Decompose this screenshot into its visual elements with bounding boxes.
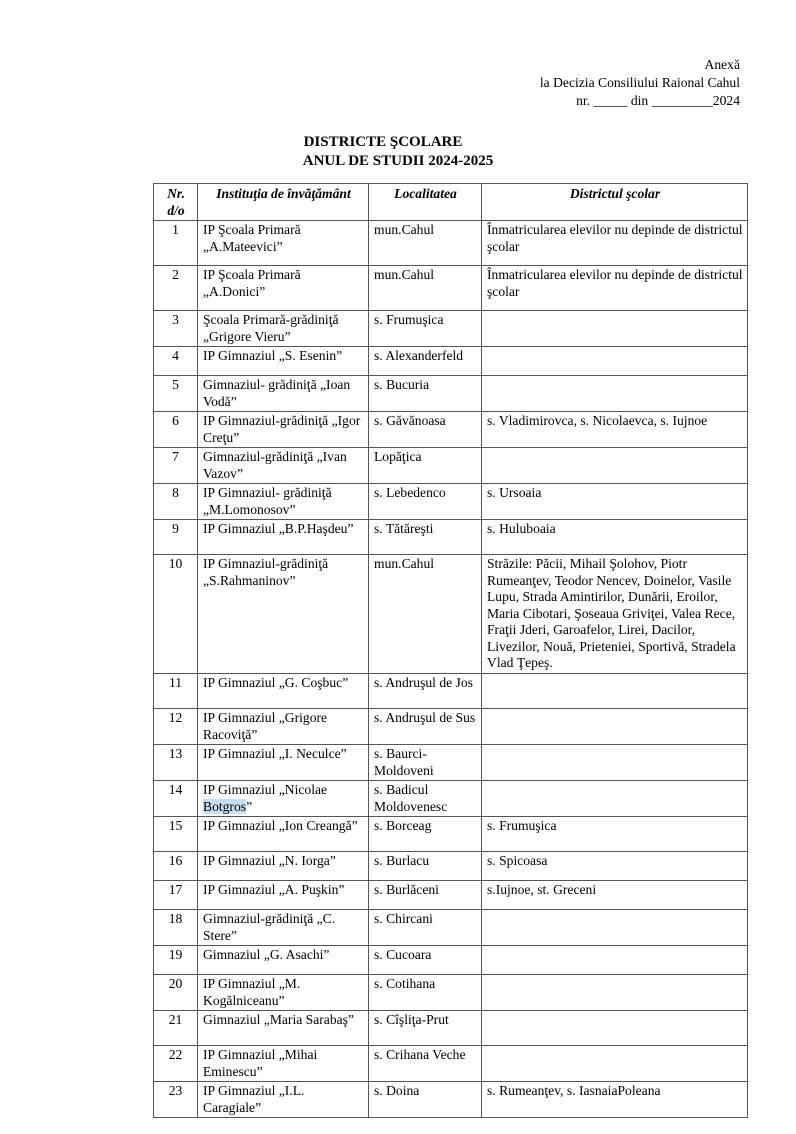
institution-cell: IP Gimnaziul „Mihai Eminescu” (198, 1046, 369, 1082)
district-cell (482, 376, 748, 412)
institution-cell: IP Gimnaziul- grădiniţă „M.Lomonosov” (198, 484, 369, 520)
district-cell (482, 975, 748, 1011)
table-row (154, 910, 748, 946)
locality-cell: Lopăţica (369, 448, 482, 484)
institution-text-end: ” (246, 798, 253, 814)
row-number: 17 (154, 881, 198, 910)
district-cell: s.Iujnoe, st. Greceni (482, 881, 748, 910)
locality-cell: s. Cotihana (369, 975, 482, 1011)
row-number: 16 (154, 852, 198, 881)
row-number: 19 (154, 946, 198, 975)
institution-cell: Gimnaziul-grădiniţă „Ivan Vazov” (198, 448, 369, 484)
row-number: 13 (154, 745, 198, 781)
locality-cell: s. Badicul Moldovenesc (369, 781, 482, 817)
row-number: 5 (154, 376, 198, 412)
locality-cell: s. Baurci-Moldoveni (369, 745, 482, 781)
table-row (154, 852, 748, 881)
locality-cell: s. Găvănoasa (369, 412, 482, 448)
table-row (154, 709, 748, 745)
row-number: 18 (154, 910, 198, 946)
row-number: 7 (154, 448, 198, 484)
table-row (154, 1011, 748, 1046)
locality-cell: s. Frumuşica (369, 311, 482, 347)
district-cell (482, 347, 748, 376)
locality-cell: mun.Cahul (369, 266, 482, 311)
locality-cell: s. Tătăreşti (369, 520, 482, 555)
district-cell: Înmatricularea elevilor nu depinde de districtul şcolar (482, 221, 748, 266)
table-row (154, 674, 748, 709)
row-number: 20 (154, 975, 198, 1011)
col-header-nr: Nr. d/o (154, 184, 198, 221)
district-cell: Străzile: Păcii, Mihail Şolohov, Piotr Rumeanţev, Teodor Nencev, Doinelor, Vasile Lupu, Strada Amintirilor, Dunării, Eroilor, Maria Cibotari, Şoseaua Griviţei, Valea Rece, Fraţii Jderi, Garoafelor, Lirei, Dacilor, Livezilor, Nouă, Prieteniei, Sportivă, Stradela Vlad Ţepeş. (482, 555, 748, 674)
district-cell (482, 781, 748, 817)
row-number: 2 (154, 266, 198, 311)
district-cell: Înmatricularea elevilor nu depinde de districtul şcolar (482, 266, 748, 311)
locality-cell: s. Burlăceni (369, 881, 482, 910)
institution-cell: Gimnaziul „G. Asachi” (198, 946, 369, 975)
school-districts-table (153, 183, 748, 1118)
table-row (154, 412, 748, 448)
row-number: 3 (154, 311, 198, 347)
district-cell (482, 311, 748, 347)
institution-cell: IP Şcoala Primară „A.Donici” (198, 266, 369, 311)
institution-cell: IP Gimnaziul „N. Iorga” (198, 852, 369, 881)
locality-cell: s. Andruşul de Jos (369, 674, 482, 709)
district-cell (482, 674, 748, 709)
table-row (154, 946, 748, 975)
table-row (154, 745, 748, 781)
locality-cell: s. Cîşliţa-Prut (369, 1011, 482, 1046)
institution-cell: IP Gimnaziul-grădiniţă „S.Rahmaninov” (198, 555, 369, 674)
locality-cell: s. Doina (369, 1082, 482, 1118)
district-cell (482, 910, 748, 946)
district-cell (482, 946, 748, 975)
institution-cell: IP Gimnaziul „B.P.Haşdeu” (198, 520, 369, 555)
table-row (154, 448, 748, 484)
table-row (154, 266, 748, 311)
institution-cell: IP Gimnaziul „G. Coşbuc” (198, 674, 369, 709)
locality-cell: mun.Cahul (369, 555, 482, 674)
annex-header (540, 56, 740, 110)
district-cell: s. Frumuşica (482, 817, 748, 852)
decision-reference: la Decizia Consiliului Raional Cahul (539, 75, 740, 90)
document-title (0, 133, 796, 171)
title-line-2: ANUL DE STUDII 2024-2025 (302, 153, 494, 169)
institution-cell: IP Gimnaziul-grădiniţă „Igor Creţu” (198, 412, 369, 448)
table-row (154, 376, 748, 412)
row-number: 6 (154, 412, 198, 448)
table-row (154, 555, 748, 674)
institution-cell: IP Gimnaziul „I.L. Caragiale” (198, 1082, 369, 1118)
institution-cell: Şcoala Primară-grădiniţă „Grigore Vieru” (198, 311, 369, 347)
row-number: 23 (154, 1082, 198, 1118)
district-cell: s. Vladimirovca, s. Nicolaevca, s. Iujnoe (482, 412, 748, 448)
row-number: 10 (154, 555, 198, 674)
row-number: 14 (154, 781, 198, 817)
table-row (154, 817, 748, 852)
institution-cell (198, 781, 369, 817)
institution-cell: IP Gimnaziul „M. Kogălniceanu” (198, 975, 369, 1011)
row-number: 11 (154, 674, 198, 709)
table-row (154, 484, 748, 520)
row-number: 8 (154, 484, 198, 520)
district-cell (482, 448, 748, 484)
institution-cell: IP Gimnaziul „Grigore Racoviţă” (198, 709, 369, 745)
row-number: 9 (154, 520, 198, 555)
locality-cell: s. Borceag (369, 817, 482, 852)
col-header-institution: Instituţia de învăţământ (198, 184, 369, 221)
table-row (154, 221, 748, 266)
locality-cell: s. Chircani (369, 910, 482, 946)
table-row (154, 1046, 748, 1082)
district-cell: s. Rumeanţev, s. IasnaiaPoleana (482, 1082, 748, 1118)
locality-cell: s. Burlacu (369, 852, 482, 881)
row-number: 12 (154, 709, 198, 745)
locality-cell: s. Bucuria (369, 376, 482, 412)
row-number: 15 (154, 817, 198, 852)
institution-cell: Gimnaziul „Maria Sarabaş” (198, 1011, 369, 1046)
district-cell (482, 745, 748, 781)
table-row (154, 311, 748, 347)
table-row (154, 881, 748, 910)
institution-text: IP Gimnaziul „Nicolae (203, 782, 328, 797)
row-number: 21 (154, 1011, 198, 1046)
district-cell (482, 709, 748, 745)
row-number: 22 (154, 1046, 198, 1082)
decision-number-date: nr. _____ din _________2024 (576, 93, 740, 108)
row-number: 1 (154, 221, 198, 266)
title-line-1: DISTRICTE ŞCOLARE (303, 134, 463, 150)
table-row (154, 1082, 748, 1118)
locality-cell: s. Andruşul de Sus (369, 709, 482, 745)
col-header-district: Districtul şcolar (482, 184, 748, 221)
locality-cell: s. Crihana Veche (369, 1046, 482, 1082)
row-number: 4 (154, 347, 198, 376)
district-cell: s. Spicoasa (482, 852, 748, 881)
locality-cell: s. Lebedenco (369, 484, 482, 520)
district-cell (482, 1046, 748, 1082)
district-cell: s. Ursoaia (482, 484, 748, 520)
institution-cell: IP Şcoala Primară „A.Mateevici” (198, 221, 369, 266)
institution-cell: Gimnaziul-grădiniţă „C. Stere” (198, 910, 369, 946)
institution-cell: IP Gimnaziul „S. Esenin” (198, 347, 369, 376)
highlighted-text: Botgros (203, 798, 247, 814)
table-row (154, 520, 748, 555)
annex-label: Anexă (704, 57, 740, 72)
institution-cell: Gimnaziul- grădiniţă „Ioan Vodă” (198, 376, 369, 412)
table-header-row (154, 184, 748, 221)
locality-cell: s. Alexanderfeld (369, 347, 482, 376)
table-row (154, 975, 748, 1011)
institution-cell: IP Gimnaziul „I. Neculce” (198, 745, 369, 781)
col-header-locality: Localitatea (369, 184, 482, 221)
institution-cell: IP Gimnaziul „Ion Creangă” (198, 817, 369, 852)
institution-cell: IP Gimnaziul „A. Puşkin” (198, 881, 369, 910)
locality-cell: mun.Cahul (369, 221, 482, 266)
table-row (154, 347, 748, 376)
locality-cell: s. Cucoara (369, 946, 482, 975)
district-cell: s. Huluboaia (482, 520, 748, 555)
table-row (154, 781, 748, 817)
district-cell (482, 1011, 748, 1046)
